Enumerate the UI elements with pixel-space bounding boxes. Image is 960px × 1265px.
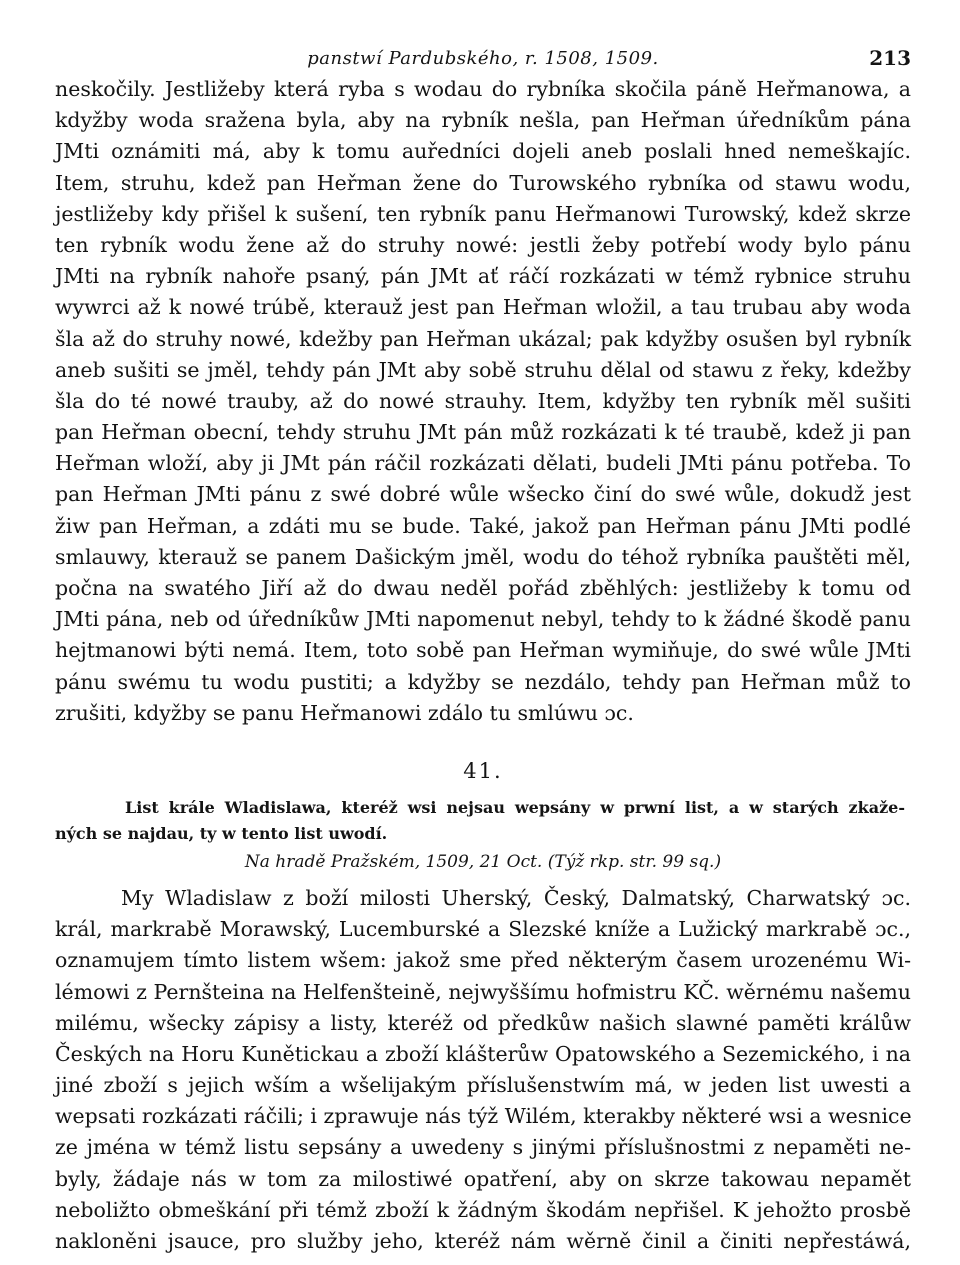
summary-line: List krále Wladislawa, kteréž wsi nejsau wepsány w prwní list, a w starých zkaže- [125,797,905,817]
text-line: nakloněni jsauce, pro služby jeho, kteréž nám wěrně činil a činiti nepřestáwá, [55,1229,911,1253]
page-number: 213 [869,46,911,70]
text-line: milému, wšecky zápisy a listy, kteréž od předkůw našich slawné paměti králůw [55,1010,911,1035]
text-line: wywrci až k nowé trúbě, kterauž jest pan Heřman wložil, a tau trubau aby woda [55,295,911,320]
text-line: lémowi z Pernšteina na Helfenšteině, nejwyššímu hofmistru KČ. wěrnému našemu [55,979,911,1004]
book-page [55,30,911,1257]
running-head [55,30,911,74]
text-line: pánu swému tu wodu pustiti; a kdyžby se nezdálo, tehdy pan Heřman můž to [55,669,911,694]
text-line: šla do té nowé trauby, až do nowé strauhy. Item, kdyžby ten rybník měl sušiti [55,388,911,413]
text-line: pan Heřman JMti pánu z swé dobré wůle wšecko činí do swé wůle, dokudž jest [55,482,911,507]
text-line: My Wladislaw z boží milosti Uherský, Český, Dalmatský, Charwatský ɔc. [121,885,911,910]
text-line: zrušiti, kdyžby se panu Heřmanowi zdálo tu smlúwu ɔc. [55,700,634,725]
text-line: JMti oznámiti má, aby k tomu auředníci dojeli aneb poslali hned nemeškajíc. [55,139,911,164]
text-line: král, markrabě Morawský, Lucemburské a Slezské kníže a Lužický markrabě ɔc., [55,917,911,942]
text-line: aneb sušiti se jměl, tehdy pán JMt aby sobě struhu dělal od stawu z řeky, kdežby [55,357,911,382]
text-line: smlauwy, kterauž se panem Dašickým jměl, wodu do téhož rybníka pauštěti měl, [55,544,911,569]
text-line: JMti pána, neb od úředníkůw JMti napomenut nebyl, tehdy to k žádné škodě panu [55,607,911,632]
text-line: počna na swatého Jiří až do dwau neděl pořád zběhlých: jestližeby k tomu od [55,576,911,600]
text-line: wepsati rozkázati ráčili; i zprawuje nás týž Wilém, kterakby některé wsi a wesnice [55,1104,912,1129]
text-line: hejtmanowi býti nemá. Item, toto sobě pan Heřman wymiňuje, do swé wůle JMti [55,638,911,663]
text-line: pan Heřman obecní, tehdy struhu JMt pán můž rozkázati k té traubě, kdež ji pan [55,420,911,445]
summary-line: ných se najdau, ty w tento list uwodí. [55,823,388,843]
source-citation: Na hradě Pražském, 1509, 21 Oct. (Týž rkp. str. 99 sq.) [244,851,722,872]
text-line: JMti na rybník nahoře psaný, pán JMt ať ráčí rozkázati w témž rybnice struhu [55,264,911,289]
section-number: 41. [463,758,503,783]
text-line: neboližto obmeškání při témž zboží k žádným škodám nepřišel. K jehožto prosbě [55,1197,911,1222]
text-line: Českých na Horu Kunětickau a zboží klášterůw Opatowského a Sezemického, i na [55,1041,911,1066]
section-summary [55,795,911,847]
body-text [55,74,911,729]
text-line: oznamujem tímto listem wšem: jakož sme před některým časem urozenému Wi- [55,948,911,973]
text-line: žiw pan Heřman, a zdáti mu se bude. Také, jakož pan Heřman pánu JMti podlé [55,513,911,538]
text-line: Item, struhu, kdež pan Heřman žene do Turowského rybníka od stawu wodu, [55,170,911,195]
text-line: kdyžby woda sražena byla, aby na rybník nešla, pan Heřman úředníkům pána [55,108,911,133]
text-line: ten rybník wodu žene až do struhy nowé: jestli žeby potřebí wody bylo pánu [55,232,911,257]
text-line: Heřman wloží, aby ji JMt pán ráčil rozkázati dělati, budeli JMti pánu potřeba. To [55,451,911,476]
text-line: jestližeby kdy přišel k sušení, ten rybník panu Heřmanowi Turowský, kdež skrze [55,201,911,226]
text-line: byly, žádaje nás w tom za milostiwé opatření, aby on skrze takowau nepamět [55,1166,911,1191]
text-line: jiné zboží s jejich wším a wšelijakým příslušenstwím má, w jeden list uwesti a [55,1073,911,1098]
running-title: panstwí Pardubského, r. 1508, 1509. [307,48,659,69]
text-line: šla až do struhy nowé, kdežby pan Heřman ukázal; pak kdyžby osušen byl rybník [55,326,911,351]
text-line: neskočily. Jestližeby která ryba s wodau do rybníka skočila páně Heřmanowa, a [55,77,911,101]
text-line: ze jména w témž listu sepsány a uwedeny s jinými příslušnostmi z nepaměti ne- [55,1135,911,1160]
charter-text [55,883,911,1257]
